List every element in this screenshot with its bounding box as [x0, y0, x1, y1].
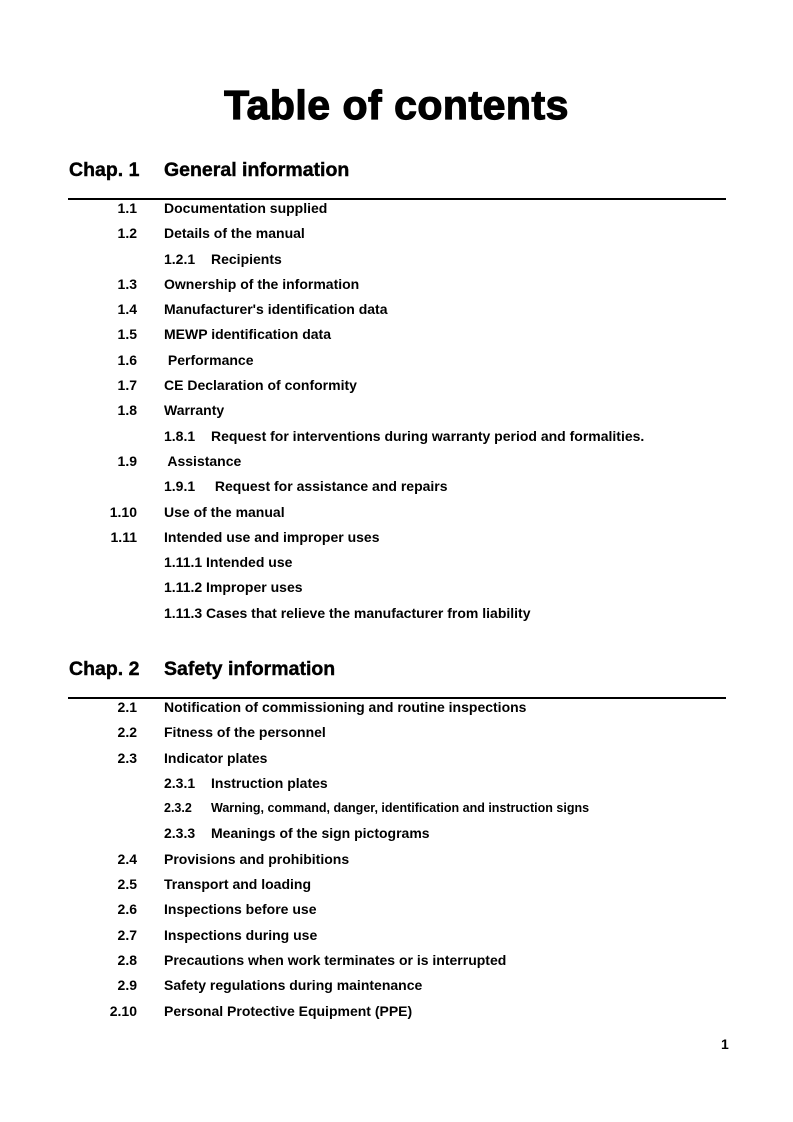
toc-entry-title: Recipients [211, 250, 282, 267]
toc-entry[interactable] [0, 821, 793, 846]
toc-entry-number: 1.1 [117, 200, 137, 216]
toc-entry[interactable] [0, 247, 793, 272]
toc-entry[interactable] [0, 500, 793, 525]
toc-entry-number: 2.1 [117, 699, 137, 715]
toc-entry-number: 2.5 [117, 876, 137, 893]
toc-entry-number: 1.8.1 [164, 427, 196, 444]
toc-entry[interactable] [0, 575, 793, 600]
chapter-2-entries [0, 695, 793, 1024]
toc-entry-title: Assistance [164, 452, 242, 469]
toc-entry[interactable] [0, 923, 793, 948]
toc-entry[interactable] [0, 474, 793, 499]
toc-entry[interactable] [0, 272, 793, 297]
toc-entry-title: Performance [164, 351, 254, 368]
toc-entry[interactable] [0, 872, 793, 897]
toc-entry-title: Warning, command, danger, identification and instruction signs [211, 801, 590, 816]
toc-entry-title: Request for interventions during warranty period and formalities. [211, 427, 645, 444]
toc-entry[interactable] [0, 398, 793, 423]
toc-entry-title: Inspections during use [164, 926, 318, 943]
toc-entry-number: 2.3 [117, 749, 137, 766]
toc-entry[interactable] [0, 449, 793, 474]
toc-entry[interactable] [0, 348, 793, 373]
toc-entry[interactable] [0, 999, 793, 1024]
toc-entry[interactable] [0, 897, 793, 922]
toc-entry[interactable] [0, 525, 793, 550]
chapter-heading [69, 658, 335, 681]
toc-entry-title: Transport and loading [164, 876, 312, 893]
toc-entry[interactable] [0, 746, 793, 771]
toc-entry-number: 1.8 [117, 402, 137, 419]
toc-entry[interactable] [0, 550, 793, 575]
toc-entry-title: Manufacturer's identification data [164, 301, 388, 318]
toc-entry-number: 1.10 [109, 503, 137, 520]
chapter-1-entries [0, 196, 793, 626]
toc-entry-number: 1.4 [117, 301, 137, 318]
toc-entry-title: Ownership of the information [164, 275, 360, 292]
toc-entry-title: MEWP identification data [164, 326, 331, 343]
toc-entry-title: Personal Protective Equipment (PPE) [164, 1002, 413, 1019]
toc-entry-number: 2.8 [117, 951, 137, 968]
page-title: Table of contents [224, 82, 569, 128]
toc-entry-number: 2.2 [117, 724, 137, 741]
toc-entry-title: 1.11.1 Intended use [164, 554, 293, 571]
toc-entry-number: 2.9 [117, 977, 137, 994]
toc-entry[interactable] [0, 373, 793, 398]
toc-entry[interactable] [0, 221, 793, 246]
toc-entry[interactable] [0, 948, 793, 973]
toc-entry-number: 1.11 [110, 528, 137, 545]
toc-entry-number: 2.3.3 [164, 825, 196, 842]
chapter-number: Chap. 1 [69, 159, 140, 181]
toc-entry-title: Intended use and improper uses [164, 528, 380, 545]
toc-entry-title: Warranty [164, 402, 225, 419]
toc-entry-number: 2.4 [117, 850, 137, 867]
toc-entry-title: Instruction plates [211, 774, 328, 791]
toc-entry[interactable] [0, 720, 793, 745]
toc-entry[interactable] [0, 297, 793, 322]
toc-entry-title: Indicator plates [164, 749, 268, 766]
toc-entry[interactable] [0, 847, 793, 872]
page-number: 1 [721, 1036, 729, 1052]
toc-entry[interactable] [0, 601, 793, 626]
toc-entry-number: 1.3 [117, 275, 137, 292]
toc-entry-number: 2.6 [117, 901, 137, 918]
toc-entry-number: 1.9 [117, 452, 137, 469]
toc-entry-title: Request for assistance and repairs [211, 478, 448, 495]
toc-entry[interactable] [0, 196, 793, 221]
toc-entry-title: Fitness of the personnel [164, 724, 326, 741]
toc-entry-title: Use of the manual [164, 503, 285, 520]
toc-entry[interactable] [0, 695, 793, 720]
chapter-heading [69, 159, 349, 182]
toc-entry[interactable] [0, 973, 793, 998]
toc-entry-title: Documentation supplied [164, 200, 328, 216]
chapter-title: General information [164, 159, 350, 181]
toc-entry-title: CE Declaration of conformity [164, 377, 357, 394]
toc-entry[interactable] [0, 796, 793, 821]
toc-entry[interactable] [0, 322, 793, 347]
toc-entry-number: 2.7 [117, 926, 137, 943]
toc-entry-number: 1.5 [117, 326, 137, 343]
chapter-title: Safety information [164, 658, 336, 680]
toc-entry-title: 1.11.2 Improper uses [164, 579, 303, 596]
chapter-number: Chap. 2 [69, 658, 140, 680]
toc-entry-title: Safety regulations during maintenance [164, 977, 423, 994]
toc-entry-number: 1.6 [117, 351, 137, 368]
toc-entry-number: 1.2 [117, 225, 137, 242]
toc-entry-number: 1.7 [117, 377, 137, 394]
toc-entry-number: 2.3.2 [164, 801, 192, 816]
toc-entry-title: 1.11.3 Cases that relieve the manufacturer from liability [164, 604, 531, 621]
toc-entry[interactable] [0, 424, 793, 449]
toc-entry-title: Details of the manual [164, 225, 305, 242]
toc-entry-title: Meanings of the sign pictograms [211, 825, 430, 842]
toc-entry-number: 1.2.1 [164, 250, 196, 267]
toc-entry-number: 2.3.1 [164, 774, 196, 791]
toc-entry-title: Provisions and prohibitions [164, 850, 350, 867]
toc-entry-number: 2.10 [109, 1002, 137, 1019]
toc-entry-title: Inspections before use [164, 901, 317, 918]
toc-entry-title: Notification of commissioning and routine inspections [164, 699, 527, 715]
toc-entry-title: Precautions when work terminates or is interrupted [164, 951, 507, 968]
toc-entry[interactable] [0, 771, 793, 796]
toc-entry-number: 1.9.1 [164, 478, 196, 495]
